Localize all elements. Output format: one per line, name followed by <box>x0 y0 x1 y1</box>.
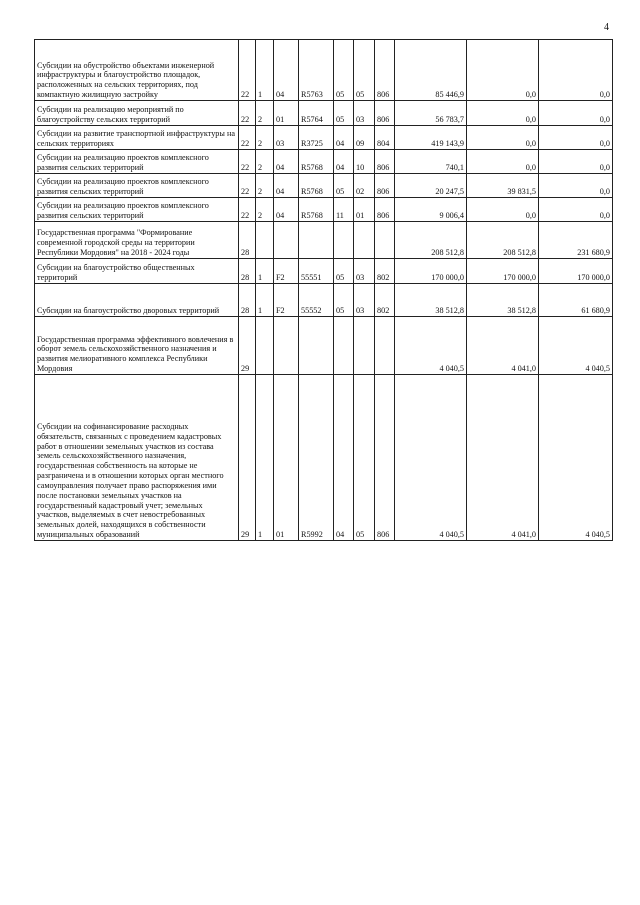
expense-type-code: 806 <box>375 375 395 541</box>
row-name: Субсидии на софинансирование расходных обязательств, связанных с проведением кадастровых работ в отношении земельных участков из состава земель сельскохозяйственного назначения, государственная собственность на которые не разграничена и в отношении которых орган местного самоуправления получает право распоряжения ими после постановки земельных участков на государственный кадастровый учет; земельных участков, выделяемых в счет невостребованных земельных долей, находящихся в собственности муниципальных образований <box>35 375 239 541</box>
om-code: 01 <box>274 375 299 541</box>
amount-year-3: 0,0 <box>539 101 613 126</box>
subsection-code: 02 <box>354 174 375 198</box>
amount-year-3: 0,0 <box>539 40 613 101</box>
table-row <box>35 101 613 126</box>
amount-year-1: 85 446,9 <box>395 40 467 101</box>
om-code: 01 <box>274 101 299 126</box>
row-name: Субсидии на обустройство объектами инженерной инфраструктуры и благоустройство площадок, расположенных на сельских территориях, под компактную жилищную застройку <box>35 40 239 101</box>
gp-code: 28 <box>239 284 256 317</box>
om-code: 03 <box>274 126 299 150</box>
amount-year-2: 0,0 <box>467 40 539 101</box>
amount-year-1: 419 143,9 <box>395 126 467 150</box>
om-code <box>274 317 299 375</box>
expense-type-code: 802 <box>375 259 395 284</box>
subsection-code <box>354 317 375 375</box>
amount-year-3: 4 040,5 <box>539 317 613 375</box>
gp-code: 29 <box>239 317 256 375</box>
table-row <box>35 126 613 150</box>
table-row <box>35 284 613 317</box>
section-code: 05 <box>334 284 354 317</box>
section-code: 04 <box>334 126 354 150</box>
subsection-code: 03 <box>354 259 375 284</box>
om-code <box>274 222 299 259</box>
row-name: Государственная программа эффективного вовлечения в оборот земель сельскохозяйственного назначения и развития мелиоративного комплекса Республики Мордовия <box>35 317 239 375</box>
expense-type-code: 806 <box>375 150 395 174</box>
section-code: 04 <box>334 375 354 541</box>
om-code: 04 <box>274 40 299 101</box>
row-name: Субсидии на благоустройство дворовых территорий <box>35 284 239 317</box>
amount-year-1: 208 512,8 <box>395 222 467 259</box>
amount-year-1: 4 040,5 <box>395 375 467 541</box>
pp-code: 2 <box>256 150 274 174</box>
table-row <box>35 198 613 222</box>
section-code: 05 <box>334 101 354 126</box>
amount-year-2: 208 512,8 <box>467 222 539 259</box>
row-name: Субсидии на реализацию проектов комплексного развития сельских территорий <box>35 174 239 198</box>
section-code: 05 <box>334 40 354 101</box>
amount-year-2: 39 831,5 <box>467 174 539 198</box>
amount-year-3: 4 040,5 <box>539 375 613 541</box>
direction-code: R5768 <box>299 150 334 174</box>
gp-code: 22 <box>239 198 256 222</box>
amount-year-1: 20 247,5 <box>395 174 467 198</box>
subsection-code: 01 <box>354 198 375 222</box>
amount-year-2: 0,0 <box>467 126 539 150</box>
amount-year-1: 740,1 <box>395 150 467 174</box>
direction-code <box>299 222 334 259</box>
pp-code: 1 <box>256 375 274 541</box>
direction-code: R5768 <box>299 198 334 222</box>
expense-type-code: 804 <box>375 126 395 150</box>
amount-year-1: 9 006,4 <box>395 198 467 222</box>
amount-year-2: 4 041,0 <box>467 375 539 541</box>
amount-year-2: 38 512,8 <box>467 284 539 317</box>
subsection-code: 10 <box>354 150 375 174</box>
subsection-code: 03 <box>354 101 375 126</box>
om-code: 04 <box>274 198 299 222</box>
pp-code: 2 <box>256 101 274 126</box>
amount-year-1: 4 040,5 <box>395 317 467 375</box>
pp-code: 1 <box>256 40 274 101</box>
row-name: Субсидии на реализацию мероприятий по благоустройству сельских территорий <box>35 101 239 126</box>
gp-code: 22 <box>239 150 256 174</box>
om-code: 04 <box>274 174 299 198</box>
amount-year-1: 38 512,8 <box>395 284 467 317</box>
table-row <box>35 150 613 174</box>
table-row <box>35 317 613 375</box>
expense-type-code <box>375 222 395 259</box>
direction-code: 55552 <box>299 284 334 317</box>
section-code: 05 <box>334 174 354 198</box>
direction-code: R5768 <box>299 174 334 198</box>
expense-type-code: 802 <box>375 284 395 317</box>
budget-table <box>34 39 613 541</box>
table-row <box>35 40 613 101</box>
gp-code: 22 <box>239 174 256 198</box>
direction-code: R5763 <box>299 40 334 101</box>
expense-type-code: 806 <box>375 198 395 222</box>
amount-year-2: 0,0 <box>467 150 539 174</box>
table-row <box>35 259 613 284</box>
om-code: F2 <box>274 284 299 317</box>
amount-year-3: 0,0 <box>539 174 613 198</box>
subsection-code: 05 <box>354 40 375 101</box>
pp-code: 2 <box>256 174 274 198</box>
row-name: Субсидии на реализацию проектов комплексного развития сельских территорий <box>35 150 239 174</box>
amount-year-2: 0,0 <box>467 101 539 126</box>
pp-code: 2 <box>256 126 274 150</box>
amount-year-2: 170 000,0 <box>467 259 539 284</box>
amount-year-3: 0,0 <box>539 126 613 150</box>
pp-code <box>256 222 274 259</box>
om-code: 04 <box>274 150 299 174</box>
subsection-code: 09 <box>354 126 375 150</box>
gp-code: 22 <box>239 101 256 126</box>
direction-code: R5764 <box>299 101 334 126</box>
amount-year-2: 4 041,0 <box>467 317 539 375</box>
gp-code: 22 <box>239 40 256 101</box>
row-name: Государственная программа "Формирование современной городской среды на территории Республики Мордовия" на 2018 - 2024 годы <box>35 222 239 259</box>
direction-code: 55551 <box>299 259 334 284</box>
row-name: Субсидии на развитие транспортной инфраструктуры на сельских территориях <box>35 126 239 150</box>
amount-year-1: 56 783,7 <box>395 101 467 126</box>
gp-code: 22 <box>239 126 256 150</box>
amount-year-3: 61 680,9 <box>539 284 613 317</box>
direction-code: R3725 <box>299 126 334 150</box>
gp-code: 28 <box>239 259 256 284</box>
amount-year-1: 170 000,0 <box>395 259 467 284</box>
section-code: 04 <box>334 150 354 174</box>
row-name: Субсидии на благоустройство общественных территорий <box>35 259 239 284</box>
expense-type-code: 806 <box>375 101 395 126</box>
table-row <box>35 375 613 541</box>
gp-code: 28 <box>239 222 256 259</box>
direction-code: R5992 <box>299 375 334 541</box>
row-name: Субсидии на реализацию проектов комплексного развития сельских территорий <box>35 198 239 222</box>
section-code <box>334 317 354 375</box>
amount-year-3: 170 000,0 <box>539 259 613 284</box>
table-row <box>35 222 613 259</box>
section-code: 05 <box>334 259 354 284</box>
amount-year-3: 231 680,9 <box>539 222 613 259</box>
pp-code <box>256 317 274 375</box>
gp-code: 29 <box>239 375 256 541</box>
table-row <box>35 174 613 198</box>
pp-code: 1 <box>256 284 274 317</box>
amount-year-3: 0,0 <box>539 198 613 222</box>
page-number: 4 <box>604 22 609 33</box>
subsection-code: 05 <box>354 375 375 541</box>
pp-code: 1 <box>256 259 274 284</box>
amount-year-2: 0,0 <box>467 198 539 222</box>
amount-year-3: 0,0 <box>539 150 613 174</box>
subsection-code: 03 <box>354 284 375 317</box>
expense-type-code: 806 <box>375 40 395 101</box>
subsection-code <box>354 222 375 259</box>
section-code <box>334 222 354 259</box>
pp-code: 2 <box>256 198 274 222</box>
expense-type-code: 806 <box>375 174 395 198</box>
section-code: 11 <box>334 198 354 222</box>
om-code: F2 <box>274 259 299 284</box>
direction-code <box>299 317 334 375</box>
expense-type-code <box>375 317 395 375</box>
